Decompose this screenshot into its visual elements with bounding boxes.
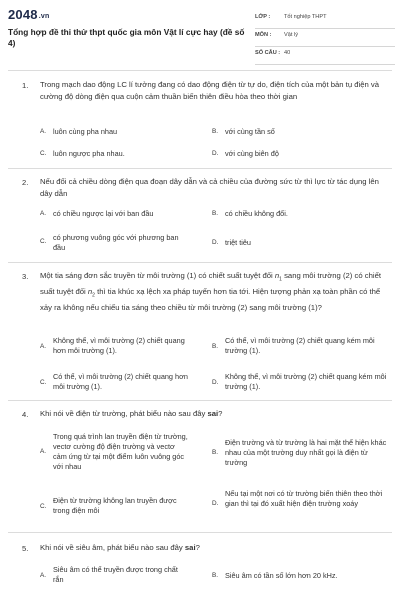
option-text: Không thể, vì môi trường (2) chiết quang hơn môi trường (1). [53,336,185,355]
option-text: Không thể, vì môi trường (2) chiết quang kém môi trường (1). [225,372,387,391]
logo-suffix: .vn [38,13,50,20]
divider [8,400,392,401]
option-letter: D. [212,500,219,507]
option-letter: B. [212,449,219,456]
question-number: 5. [22,544,29,553]
option-text: có phương vuông góc với phương ban đầu [53,233,179,252]
question-text-part: sang môi trường (2) có chiết suất tuyệt đối [40,271,381,297]
meta-row-subject [255,29,395,47]
option-text: Trong quá trình lan truyền điện từ trường, vectơ cường độ điện trường và vectơ cảm ứng từ tại một điểm luôn vuông góc với nhau [53,432,188,471]
question-text-part: ? [218,409,223,418]
meta-table [255,11,395,65]
question-text [40,408,385,420]
meta-label-count: SỐ CÂU : [255,50,281,56]
meta-row-class [255,11,395,29]
question-number: 2. [22,178,29,187]
option-text: Điện từ trường không lan truyền được trong điện môi [53,496,177,515]
question-text: Nếu đổi cả chiều dòng điện qua đoạn dây dẫn và cả chiều của đường sức từ thì lực từ tác dụng lên dây dẫn [40,177,379,198]
document-title: Tổng hợp đề thi thử thpt quốc gia môn Vật lí cực hay (đề số 4) [8,27,245,48]
option-letter: A. [40,343,47,350]
option-text: Siêu âm có thể truyền được trong chất rắn [53,565,178,584]
option-letter: D. [212,239,219,246]
option-letter: C. [40,503,47,510]
meta-value-count: 40 [284,50,291,56]
meta-label-subject: MÔN : [255,32,272,38]
option-text: luôn cùng pha nhau [53,127,118,136]
option-text: có chiều ngược lại với ban đầu [53,209,154,218]
option-letter: C. [40,238,47,245]
option-letter: B. [212,572,219,579]
emphasis-sai: sai [184,543,196,552]
option-text: Nếu tại một nơi có từ trường biến thiên theo thời gian thì tại đó xuất hiện điện trường xoáy [225,489,383,508]
question-number: 1. [22,81,29,90]
question-number: 4. [22,410,29,419]
divider [8,262,392,263]
option-letter: A. [40,448,47,455]
option-letter: B. [212,210,219,217]
option-text: Có thể, vì môi trường (2) chiết quang kém môi trường (1). [225,336,375,355]
option-text: luôn ngược pha nhau. [53,149,125,158]
option-letter: A. [40,128,47,135]
question-text-part: ? [195,543,200,552]
option-letter: B. [212,343,219,350]
variable-n: n [87,287,93,297]
option-letter: C. [40,379,47,386]
document-header [0,0,400,66]
divider [8,532,392,533]
option-letter: A. [40,572,47,579]
emphasis-sai: sai [207,409,219,418]
option-letter: C. [40,150,47,157]
meta-label-class: LỚP : [255,14,271,20]
divider [8,70,392,71]
question-text-part: thì tia khúc xạ lệch xa pháp tuyến hơn tia tới. Hiện tượng phản xạ toàn phần có thể xảy ra không nếu chiếu tia sáng theo chiều từ môi trường (2) sang môi trường (1)? [40,287,381,313]
option-text: Có thể, vì môi trường (2) chiết quang hơn môi trường (1). [53,372,188,391]
meta-row-count [255,47,395,65]
subscript: 1 [279,276,282,283]
option-letter: D. [212,150,219,157]
question-text-part: Khi nói về siêu âm, phát biểu nào sau đây [40,543,185,552]
subscript: 2 [92,292,95,299]
option-letter: B. [212,128,219,135]
question-text [40,542,385,554]
option-text: có chiều không đổi. [225,209,288,218]
logo-text: 2048 [8,7,38,22]
option-letter: D. [212,379,219,386]
question-text-part: Khi nói về điện từ trường, phát biểu nào sau đây [40,409,208,418]
option-text: với cùng biên độ [225,149,279,158]
option-text: Siêu âm có tần số lớn hơn 20 kHz. [225,571,338,580]
question-number: 3. [22,272,29,281]
variable-n: n [274,271,280,280]
question-text: Trong mạch dao động LC lí tưởng đang có dao động điện từ tự do, điện tích của một bản tụ điện và cường độ dòng điện qua cuộn cảm thuần biến thiên điều hòa theo thời gian [40,80,380,101]
divider [8,168,392,169]
question-text-part: Một tia sáng đơn sắc truyền từ môi trường (1) có chiết suất tuyệt đối [40,271,275,280]
meta-value-subject: Vật lý [284,32,298,38]
option-text: với cùng tần số [225,127,275,136]
site-logo[interactable] [8,7,49,22]
option-text: triệt tiêu [225,238,251,247]
question-text [40,270,385,314]
meta-value-class: Tốt nghiệp THPT [284,14,327,20]
option-text: Điện trường và từ trường là hai mặt thể hiện khác nhau của một trường duy nhất gọi là điện từ trường [225,438,387,467]
option-letter: A. [40,210,47,217]
